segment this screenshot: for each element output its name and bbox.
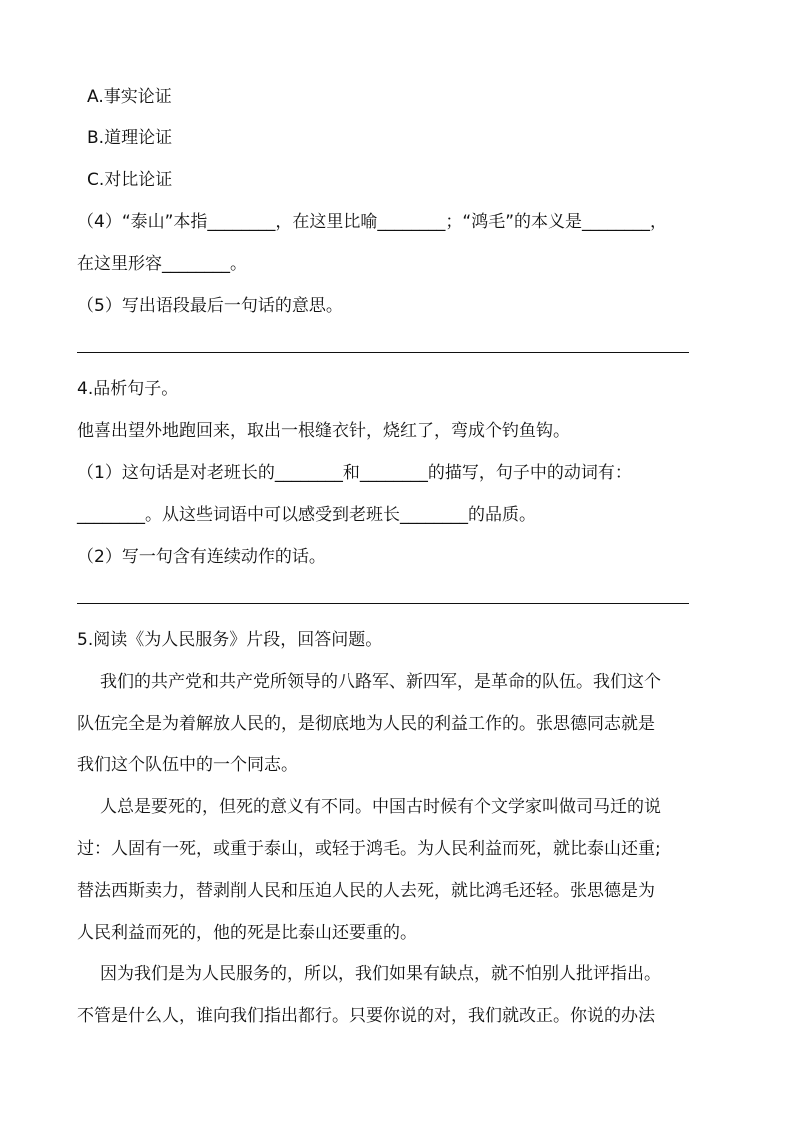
paragraph-3-line1: 因为我们是为人民服务的，所以，我们如果有缺点，就不怕别人批评指出。: [100, 964, 661, 984]
section-4-q1-line1: （1）这句话是对老班长的________和________的描写，句子中的动词有：: [77, 463, 632, 483]
paragraph-2-line1: 人总是要死的，但死的意义有不同。中国古时候有个文学家叫做司马迁的说: [100, 797, 661, 817]
paragraph-2-line4: 人民利益而死的，他的死是比泰山还要重的。: [77, 923, 417, 943]
paragraph-1-line3: 我们这个队伍中的一个同志。: [77, 755, 298, 775]
question-4-line1: （4）“泰山”本指________，在这里比喻________；“鸿毛”的本义是________，: [77, 212, 668, 232]
option-a: A.事实论证: [87, 87, 172, 107]
paragraph-2-line2: 过：人固有一死，或重于泰山，或轻于鸿毛。为人民利益而死，就比泰山还重;: [77, 839, 661, 859]
paragraph-3-line2: 不管是什么人，谁向我们指出都行。只要你说的对，我们就改正。你说的办法: [77, 1006, 655, 1026]
paragraph-2-line3: 替法西斯卖力，替剥削人民和压迫人民的人去死，就比鸿毛还轻。张思德是为: [77, 881, 655, 901]
section-5-title: 5.阅读《为人民服务》片段，回答问题。: [77, 630, 383, 650]
option-c: C.对比论证: [87, 170, 173, 190]
answer-line: [77, 603, 689, 604]
option-b: B.道理论证: [87, 128, 173, 148]
paragraph-1-line1: 我们的共产党和共产党所领导的八路军、新四军，是革命的队伍。我们这个: [100, 672, 661, 692]
paragraph-1-line2: 队伍完全是为着解放人民的，是彻底地为人民的利益工作的。张思德同志就是: [77, 714, 655, 734]
question-5-sub: （5）写出语段最后一句话的意思。: [77, 296, 343, 316]
section-4-sentence: 他喜出望外地跑回来，取出一根缝衣针，烧红了，弯成个钓鱼钩。: [77, 421, 570, 441]
section-4-title: 4.品析句子。: [77, 379, 179, 399]
section-4-q1-line2: ________。从这些词语中可以感受到老班长________的品质。: [77, 505, 536, 525]
section-4-q2: （2）写一句含有连续动作的话。: [77, 547, 326, 567]
answer-line: [77, 352, 689, 353]
question-4-line2: 在这里形容________。: [77, 254, 247, 274]
